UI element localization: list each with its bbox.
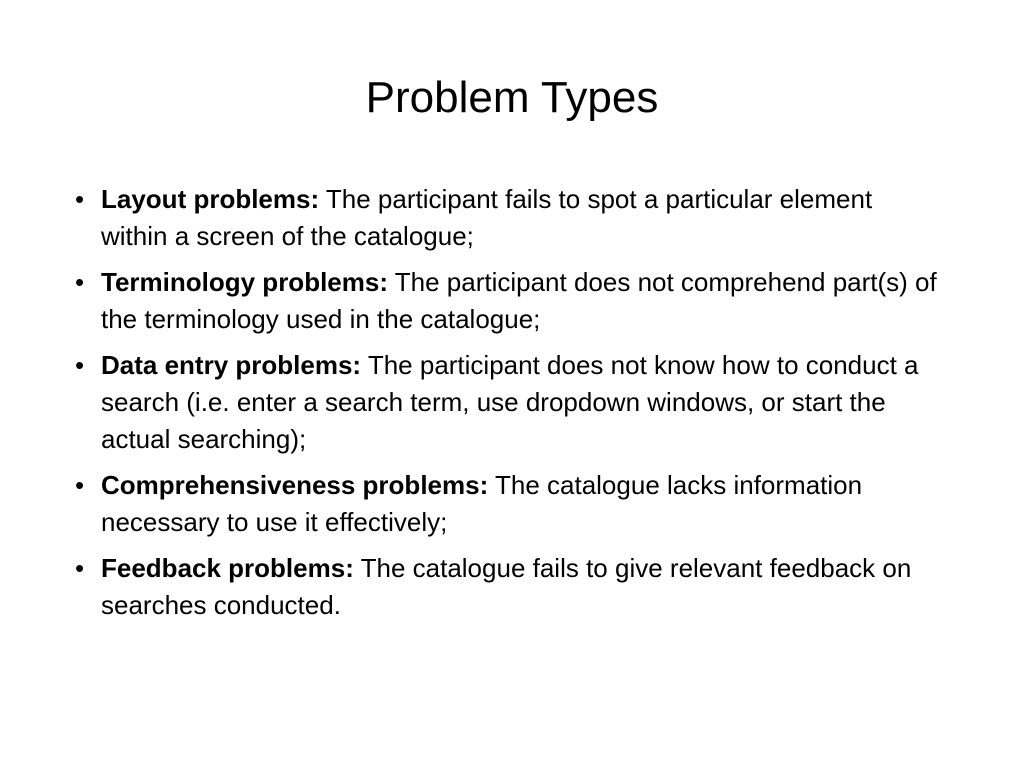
bullet-lead: Comprehensiveness problems: — [101, 470, 489, 500]
bullet-icon: • — [75, 184, 85, 214]
bullet-text: The participant does not know how to conduct a search (i.e. enter a search term, use dropdown windows, or start the actual searching); — [101, 350, 919, 454]
bullet-lead: Layout problems: — [101, 184, 320, 214]
bullet-lead: Data entry problems: — [101, 350, 362, 380]
bullet-icon: • — [75, 350, 85, 380]
bullet-item-terminology — [75, 264, 945, 338]
bullet-text: The participant does not comprehend part(s) of the terminology used in the catalogue; — [101, 267, 937, 334]
bullet-item-layout — [75, 181, 945, 255]
slide-title: Problem Types — [365, 73, 659, 122]
bullet-item-feedback — [75, 550, 945, 624]
bullet-text: The participant fails to spot a particular element within a screen of the catalogue; — [101, 184, 873, 251]
bullet-icon: • — [75, 267, 85, 297]
bullet-lead: Terminology problems: — [101, 267, 388, 297]
bullet-list — [75, 181, 945, 633]
bullet-icon: • — [75, 553, 85, 583]
bullet-item-comprehensiveness — [75, 467, 945, 541]
bullet-text: The catalogue lacks information necessary to use it effectively; — [101, 470, 863, 537]
bullet-icon: • — [75, 470, 85, 500]
bullet-lead: Feedback problems: — [101, 553, 354, 583]
bullet-text: The catalogue fails to give relevant feedback on searches conducted. — [101, 553, 912, 620]
bullet-item-data-entry — [75, 347, 945, 458]
